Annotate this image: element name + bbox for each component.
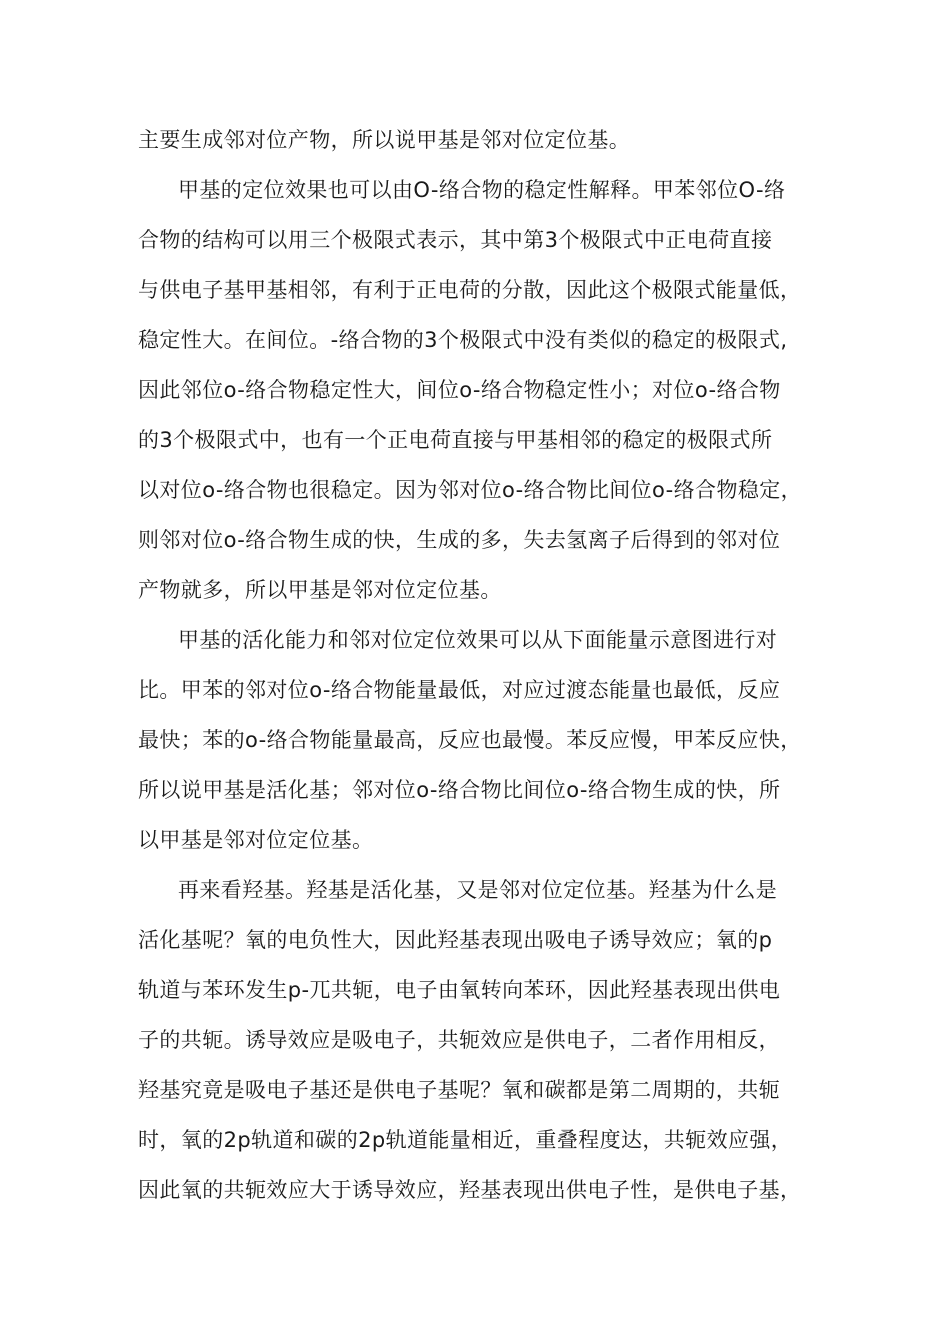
text-line-22: 因此氧的共轭效应大于诱导效应，羟基表现出供电子性，是供电子基， (138, 1178, 802, 1202)
text-line-11: 甲基的活化能力和邻对位定位效果可以从下面能量示意图进行对 (178, 628, 778, 652)
text-line-19: 子的共轭。诱导效应是吸电子，共轭效应是供电子，二者作用相反， (138, 1028, 780, 1052)
text-line-9: 则邻对位o-络合物生成的快，生成的多，失去氢离子后得到的邻对位 (138, 528, 781, 552)
text-line-21: 时，氧的2p轨道和碳的2p轨道能量相近，重叠程度达，共轭效应强， (138, 1128, 793, 1152)
text-line-8: 以对位o-络合物也很稳定。因为邻对位o-络合物比间位o-络合物稳定， (138, 478, 803, 502)
text-line-1: 主要生成邻对位产物，所以说甲基是邻对位定位基。 (138, 128, 631, 152)
text-line-10: 产物就多，所以甲基是邻对位定位基。 (138, 578, 502, 602)
text-line-14: 所以说甲基是活化基；邻对位o-络合物比间位o-络合物生成的快，所 (138, 778, 781, 802)
text-line-7: 的3个极限式中，也有一个正电荷直接与甲基相邻的稳定的极限式所 (138, 428, 773, 452)
text-line-3: 合物的结构可以用三个极限式表示，其中第3个极限式中正电荷直接 (138, 228, 773, 252)
text-line-18: 轨道与苯环发生p-兀共轭，电子由氧转向苯环，因此羟基表现出供电 (138, 978, 781, 1002)
text-line-6: 因此邻位o-络合物稳定性大，间位o-络合物稳定性小；对位o-络合物 (138, 378, 781, 402)
text-line-2: 甲基的定位效果也可以由O-络合物的稳定性解释。甲苯邻位O-络 (178, 178, 786, 202)
text-line-13: 最快；苯的o-络合物能量最高，反应也最慢。苯反应慢，甲苯反应快， (138, 728, 802, 752)
text-line-17: 活化基呢？氧的电负性大，因此羟基表现出吸电子诱导效应；氧的p (138, 928, 773, 952)
text-line-5: 稳定性大。在间位。-络合物的3个极限式中没有类似的稳定的极限式, (138, 328, 788, 352)
text-line-20: 羟基究竟是吸电子基还是供电子基呢？氧和碳都是第二周期的，共轭 (138, 1078, 780, 1102)
text-line-15: 以甲基是邻对位定位基。 (138, 828, 374, 852)
text-line-16: 再来看羟基。羟基是活化基，又是邻对位定位基。羟基为什么是 (178, 878, 778, 902)
text-line-12: 比。甲苯的邻对位o-络合物能量最低，对应过渡态能量也最低，反应 (138, 678, 781, 702)
text-line-4: 与供电子基甲基相邻，有利于正电荷的分散，因此这个极限式能量低， (138, 278, 802, 302)
